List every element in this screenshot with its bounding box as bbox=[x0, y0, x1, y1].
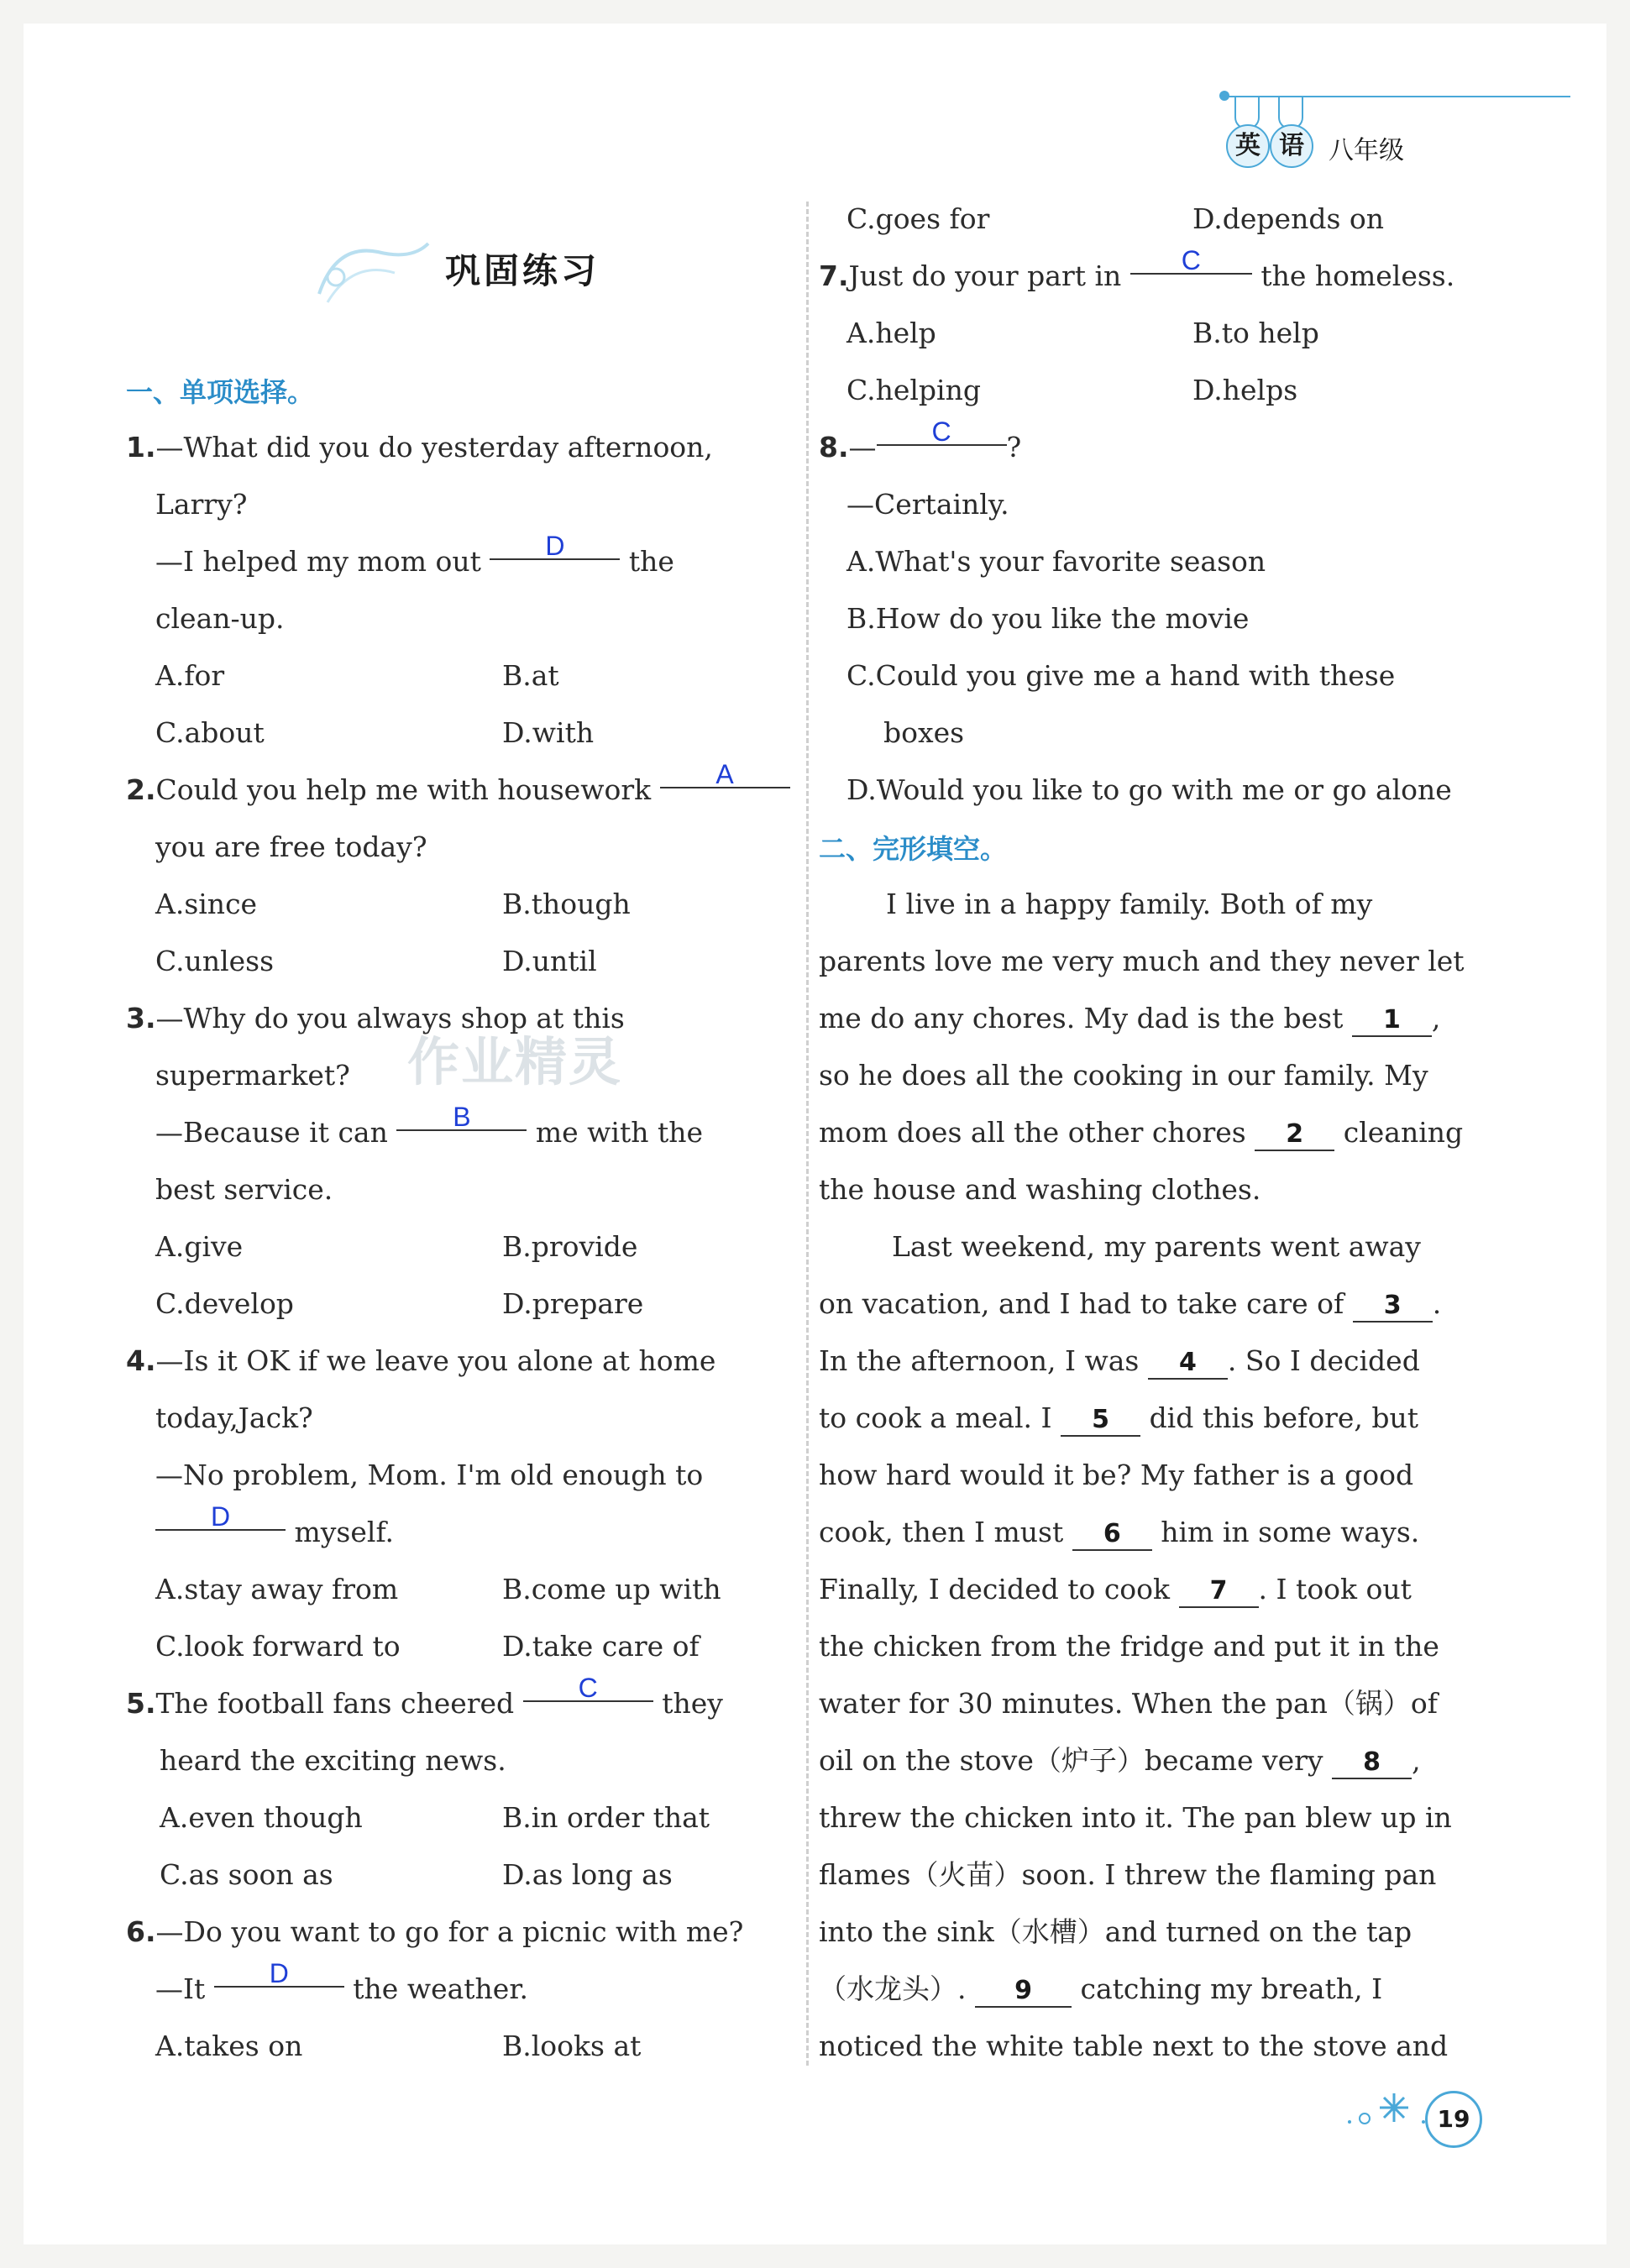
watermark: 作业精灵 bbox=[407, 1031, 623, 1092]
option-d: D.depends on bbox=[1192, 202, 1385, 235]
cloze-blank: 3 bbox=[1353, 1291, 1433, 1323]
question-text: —Because it can bbox=[155, 1116, 388, 1149]
question-text: the weather. bbox=[353, 1972, 528, 2005]
answer-blank: C bbox=[1130, 248, 1252, 275]
answer-blank: C bbox=[877, 419, 1007, 446]
option-a: A.even though bbox=[160, 1801, 363, 1834]
passage-text: mom does all the other chores bbox=[819, 1116, 1246, 1149]
passage-text: In the afternoon, I was bbox=[819, 1344, 1140, 1377]
passage-line: flames（火苗）soon. I threw the flaming pan bbox=[819, 1858, 1437, 1891]
option-a: A.help bbox=[846, 317, 936, 349]
question-text: — bbox=[848, 431, 877, 464]
question-line bbox=[126, 759, 790, 807]
option-a: A.What's your favorite season bbox=[846, 545, 1266, 578]
passage-line bbox=[819, 1401, 1418, 1437]
passage-line: threw the chicken into it. The pan blew up in bbox=[819, 1801, 1452, 1834]
question-line bbox=[819, 416, 1022, 464]
section-heading: 二、完形填空。 bbox=[819, 833, 1008, 865]
cloze-blank: 1 bbox=[1352, 1005, 1432, 1037]
question-text: Just do your part in bbox=[848, 259, 1122, 292]
question-line bbox=[126, 431, 713, 464]
option-b: B.come up with bbox=[502, 1573, 721, 1605]
question-line bbox=[126, 1673, 723, 1721]
question-line: clean-up. bbox=[155, 602, 285, 635]
option-b: B.How do you like the movie bbox=[846, 602, 1250, 635]
swirl-decoration-icon bbox=[302, 227, 437, 311]
passage-text: , bbox=[1412, 1744, 1421, 1777]
grade-label: 八年级 bbox=[1329, 136, 1404, 165]
option-d: D.Would you like to go with me or go alone bbox=[846, 773, 1452, 806]
question-number: 6. bbox=[126, 1915, 156, 1948]
passage-line: I live in a happy family. Both of my bbox=[886, 888, 1373, 920]
option-b: B.in order that bbox=[502, 1801, 710, 1834]
option-c: C.develop bbox=[155, 1287, 294, 1320]
question-text: the bbox=[628, 545, 674, 578]
passage-line bbox=[819, 1516, 1419, 1551]
answer-blank: D bbox=[155, 1504, 286, 1531]
option-a: A.takes on bbox=[155, 2030, 303, 2062]
question-line bbox=[155, 1102, 704, 1150]
question-line bbox=[155, 1958, 528, 2006]
passage-text: to cook a meal. I bbox=[819, 1401, 1052, 1434]
option-c: C.unless bbox=[155, 945, 275, 977]
passage-text: cleaning bbox=[1343, 1116, 1464, 1149]
passage-text: him in some ways. bbox=[1161, 1516, 1420, 1548]
cloze-blank: 9 bbox=[975, 1976, 1072, 2008]
option-c: C.goes for bbox=[846, 202, 990, 235]
question-line bbox=[155, 531, 674, 579]
option-b: B.looks at bbox=[502, 2030, 642, 2062]
question-number: 7. bbox=[819, 259, 849, 292]
question-text: —It bbox=[155, 1972, 206, 2005]
passage-line bbox=[819, 1116, 1463, 1151]
subject-badge: 语 bbox=[1270, 124, 1313, 168]
question-text: —I helped my mom out bbox=[155, 545, 481, 578]
question-line bbox=[126, 1915, 743, 1949]
answer-blank: B bbox=[396, 1104, 527, 1131]
option-c: C.about bbox=[155, 716, 265, 749]
option-c: C.helping bbox=[846, 374, 981, 406]
passage-line: water for 30 minutes. When the pan（锅）of bbox=[819, 1687, 1438, 1720]
passage-text: oil on the stove（炉子）became very bbox=[819, 1744, 1323, 1777]
option-d: D.take care of bbox=[502, 1630, 700, 1663]
passage-line: so he does all the cooking in our family. My bbox=[819, 1059, 1428, 1092]
passage-line bbox=[819, 1744, 1421, 1779]
question-number: 2. bbox=[126, 773, 156, 806]
passage-line bbox=[819, 1972, 1382, 2008]
passage-line: the chicken from the fridge and put it in the bbox=[819, 1630, 1439, 1663]
passage-text: catching my breath, I bbox=[1080, 1972, 1383, 2005]
answer-blank: A bbox=[660, 762, 790, 788]
cloze-blank: 8 bbox=[1332, 1747, 1412, 1779]
question-line bbox=[126, 1002, 625, 1035]
option-c: C.look forward to bbox=[155, 1630, 401, 1663]
question-text: ? bbox=[1006, 431, 1022, 464]
question-line bbox=[155, 1501, 394, 1549]
option-c-cont: boxes bbox=[883, 716, 965, 749]
option-d: D.until bbox=[502, 945, 597, 977]
question-line: best service. bbox=[155, 1173, 333, 1206]
cloze-blank: 5 bbox=[1061, 1405, 1140, 1437]
question-text: myself. bbox=[294, 1516, 394, 1548]
section-heading: 一、单项选择。 bbox=[126, 376, 315, 408]
passage-text: . I took out bbox=[1258, 1573, 1412, 1605]
option-a: A.stay away from bbox=[155, 1573, 399, 1605]
option-d: D.helps bbox=[1192, 374, 1298, 406]
question-text: the homeless. bbox=[1260, 259, 1455, 292]
passage-line bbox=[819, 1344, 1420, 1380]
passage-line: into the sink（水槽）and turned on the tap bbox=[819, 1915, 1412, 1948]
question-number: 8. bbox=[819, 431, 849, 464]
passage-line: noticed the white table next to the stove and bbox=[819, 2030, 1449, 2062]
question-number: 4. bbox=[126, 1344, 156, 1377]
passage-text: . So I decided bbox=[1227, 1344, 1420, 1377]
answer-blank: C bbox=[523, 1675, 653, 1702]
option-d: D.as long as bbox=[502, 1858, 673, 1891]
passage-line bbox=[819, 1287, 1441, 1323]
question-text: The football fans cheered bbox=[155, 1687, 515, 1720]
option-d: D.with bbox=[502, 716, 595, 749]
page-number: 19 bbox=[1425, 2091, 1482, 2148]
question-line: supermarket? bbox=[155, 1059, 350, 1092]
question-line: Larry? bbox=[155, 488, 248, 521]
passage-text: on vacation, and I had to take care of bbox=[819, 1287, 1344, 1320]
passage-text: Finally, I decided to cook bbox=[819, 1573, 1171, 1605]
question-line bbox=[819, 245, 1455, 293]
question-text: —Do you want to go for a picnic with me? bbox=[155, 1915, 744, 1948]
cloze-blank: 2 bbox=[1255, 1119, 1334, 1151]
question-line bbox=[126, 1344, 715, 1378]
question-text: Could you help me with housework bbox=[155, 773, 652, 806]
column-divider bbox=[806, 202, 809, 2066]
cloze-blank: 4 bbox=[1148, 1348, 1228, 1380]
question-line: —Certainly. bbox=[846, 488, 1009, 521]
passage-line bbox=[819, 1573, 1412, 1608]
question-text: —What did you do yesterday afternoon, bbox=[155, 431, 713, 464]
subject-badge: 英 bbox=[1226, 124, 1270, 168]
option-b: B.though bbox=[502, 888, 631, 920]
passage-line bbox=[819, 1002, 1440, 1037]
cloze-blank: 6 bbox=[1072, 1519, 1152, 1551]
passage-text: （水龙头）. bbox=[819, 1972, 967, 2005]
passage-line: how hard would it be? My father is a good bbox=[819, 1459, 1414, 1491]
passage-line: parents love me very much and they never let bbox=[819, 945, 1465, 977]
passage-text: . bbox=[1432, 1287, 1442, 1320]
question-line: —No problem, Mom. I'm old enough to bbox=[155, 1459, 704, 1491]
option-c: C.as soon as bbox=[160, 1858, 333, 1891]
answer-blank: D bbox=[214, 1961, 344, 1988]
question-number: 1. bbox=[126, 431, 156, 464]
question-text: —Why do you always shop at this bbox=[155, 1002, 625, 1034]
question-number: 3. bbox=[126, 1002, 156, 1034]
question-text: me with the bbox=[535, 1116, 704, 1149]
option-b: B.provide bbox=[502, 1230, 638, 1263]
passage-text: , bbox=[1431, 1002, 1441, 1034]
option-d: D.prepare bbox=[502, 1287, 644, 1320]
question-text: —Is it OK if we leave you alone at home bbox=[155, 1344, 716, 1377]
question-line: you are free today? bbox=[155, 830, 427, 863]
option-a: A.for bbox=[155, 659, 225, 692]
question-line: heard the exciting news. bbox=[160, 1744, 506, 1777]
passage-line: the house and washing clothes. bbox=[819, 1173, 1261, 1206]
passage-text: cook, then I must bbox=[819, 1516, 1064, 1548]
passage-line: Last weekend, my parents went away bbox=[892, 1230, 1421, 1263]
cloze-blank: 7 bbox=[1179, 1576, 1259, 1608]
option-a: A.since bbox=[155, 888, 258, 920]
option-c: C.Could you give me a hand with these bbox=[846, 659, 1396, 692]
question-text: they bbox=[662, 1687, 723, 1720]
passage-text: me do any chores. My dad is the best bbox=[819, 1002, 1344, 1034]
option-b: B.at bbox=[502, 659, 559, 692]
option-b: B.to help bbox=[1192, 317, 1319, 349]
page-title: 巩固练习 bbox=[445, 250, 600, 291]
option-a: A.give bbox=[155, 1230, 244, 1263]
answer-blank: D bbox=[490, 533, 620, 560]
question-number: 5. bbox=[126, 1687, 156, 1720]
question-line: today,Jack? bbox=[155, 1401, 313, 1434]
passage-text: did this before, but bbox=[1149, 1401, 1419, 1434]
